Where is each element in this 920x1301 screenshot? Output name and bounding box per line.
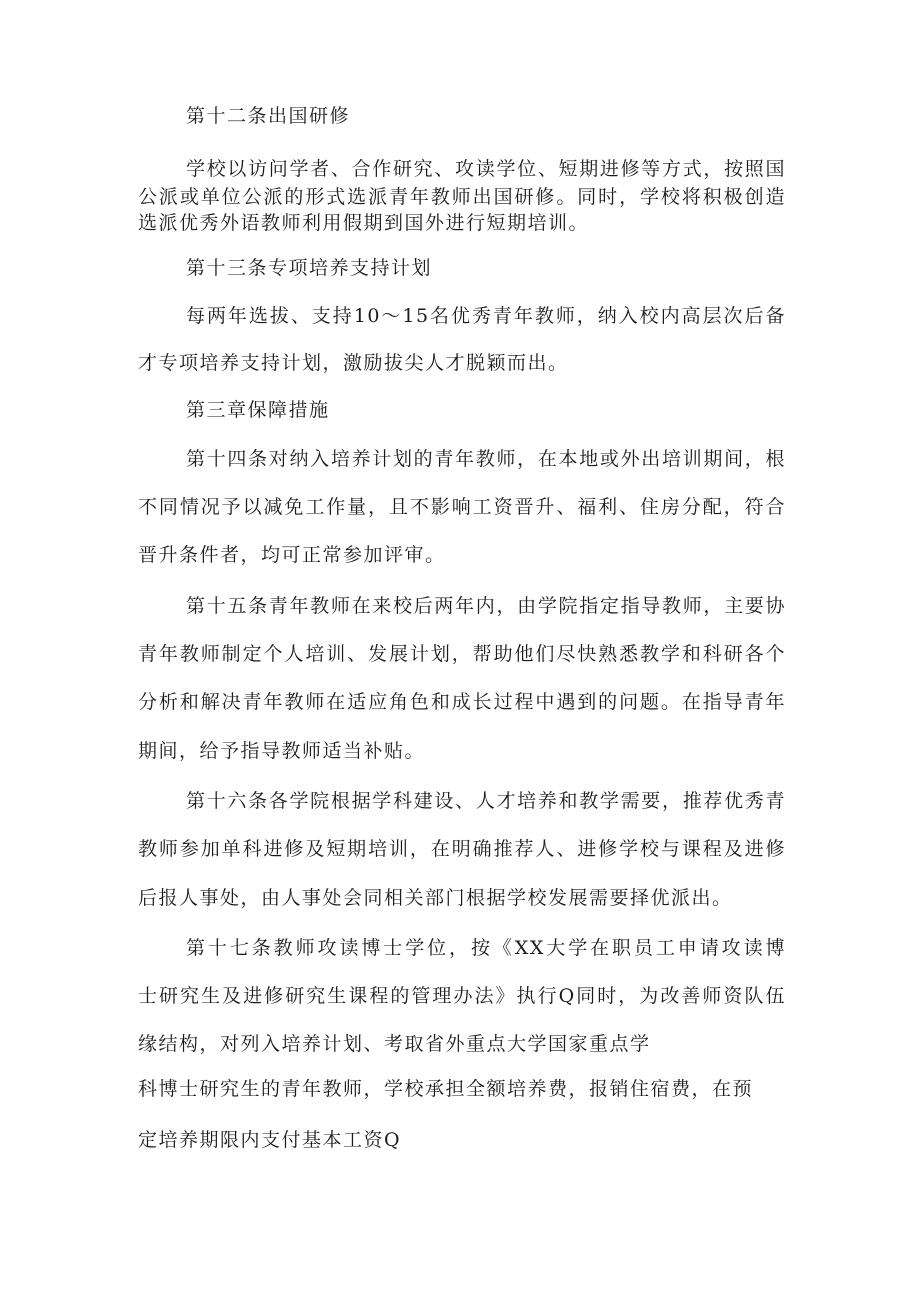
article-16-line-1: 第十六条各学院根据学科建设、人才培养和教学需要，推荐优秀青 [186, 790, 786, 812]
article-17-line-1: 第十七条教师攻读博士学位，按《XX大学在职员工申请攻读博 [186, 937, 786, 959]
article-13-heading: 第十三条专项培养支持计划 [186, 257, 433, 279]
article-13-text-line-2: 才专项培养支持计划，激励拔尖人才脱颖而出。 [138, 352, 569, 374]
article-17-line-3: 缘结构，对列入培养计划、考取省外重点大学国家重点学 [138, 1033, 651, 1055]
article-17-line-4: 科博士研究生的青年教师，学校承担全额培养费，报销住宿费，在预 [138, 1078, 754, 1100]
article-16-line-3: 后报人事处，由人事处会同相关部门根据学校发展需要择优派出。 [138, 887, 733, 909]
chapter-3-heading: 第三章保障措施 [186, 399, 330, 421]
article-17-line-5: 定培养期限内支付基本工资Q [138, 1129, 402, 1151]
article-16-line-2: 教师参加单科进修及短期培训，在明确推荐人、进修学校与课程及进修 [138, 838, 786, 860]
article-13-text-line-1: 每两年选拔、支持10～15名优秀青年教师，纳入校内高层次后备 [186, 305, 786, 327]
article-12-text-line-2: 公派或单位公派的形式选派青年教师出国研修。同时，学校将积极创造 [138, 186, 786, 208]
article-14-line-1: 第十四条对纳入培养计划的青年教师，在本地或外出培训期间，根 [186, 448, 786, 470]
article-12-heading: 第十二条出国研修 [186, 105, 351, 127]
article-15-line-1: 第十五条青年教师在来校后两年内，由学院指定指导教师，主要协 [186, 595, 786, 617]
article-15-line-3: 分析和解决青年教师在适应角色和成长过程中遇到的问题。在指导青年 [138, 691, 786, 713]
article-15-line-4: 期间，给予指导教师适当补贴。 [138, 740, 426, 762]
article-12-text-line-3: 选派优秀外语教师利用假期到国外进行短期培训。 [138, 212, 590, 234]
article-17-line-2: 士研究生及进修研究生课程的管理办法》执行Q同时，为改善师资队伍 [138, 985, 786, 1007]
article-12-text-line-1: 学校以访问学者、合作研究、攻读学位、短期进修等方式，按照国 [186, 158, 786, 180]
article-14-line-2: 不同情况予以减免工作量，且不影响工资晋升、福利、住房分配，符合 [138, 496, 786, 518]
article-14-line-3: 晋升条件者，均可正常参加评审。 [138, 544, 446, 566]
article-15-line-2: 青年教师制定个人培训、发展计划，帮助他们尽快熟悉教学和科研各个 [138, 643, 786, 665]
